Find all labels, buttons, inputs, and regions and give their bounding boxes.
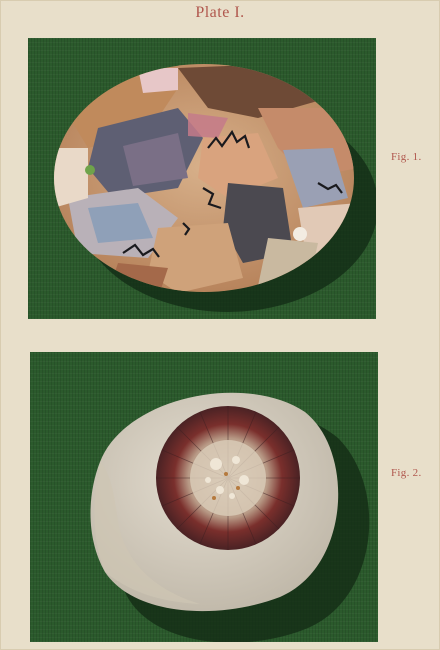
white-clast (293, 227, 307, 241)
figure-2-label: Fig. 2. (391, 467, 422, 479)
figure-2-plate (30, 352, 378, 642)
green-clast (85, 165, 95, 175)
breccia-slab-illustration (28, 38, 376, 319)
figure-1-plate (28, 38, 376, 319)
plate-title: Plate I. (195, 4, 245, 21)
core-center (190, 440, 266, 516)
figure-1-label: Fig. 1. (391, 151, 422, 163)
nodule-section-illustration (30, 352, 378, 642)
